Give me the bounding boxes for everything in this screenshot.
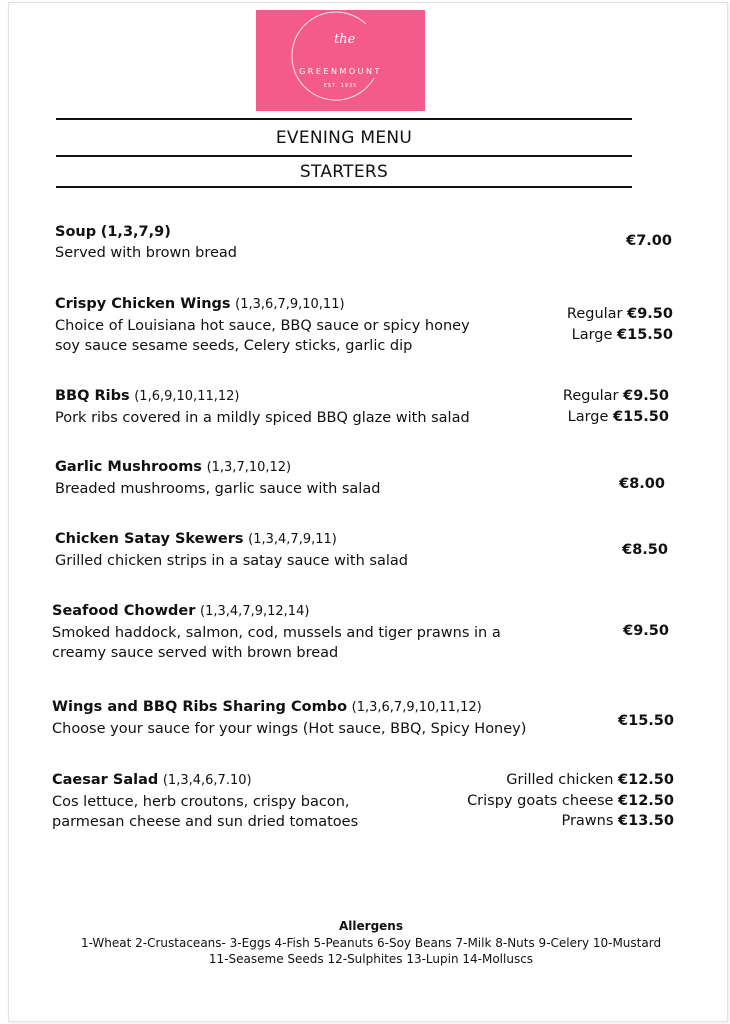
- item-name: Seafood Chowder: [52, 603, 196, 619]
- item-name: Chicken Satay Skewers: [55, 531, 244, 547]
- menu-item-seafood-chowder: [52, 601, 522, 664]
- item-price: €7.00: [626, 233, 672, 249]
- price-soup: [560, 231, 672, 252]
- item-desc: Grilled chicken strips in a satay sauce with salad: [55, 552, 408, 569]
- price-label: Crispy goats cheese: [467, 792, 614, 809]
- item-name: Wings and BBQ Ribs Sharing Combo: [52, 699, 348, 715]
- menu-title: EVENING MENU: [275, 128, 413, 148]
- item-desc: Breaded mushrooms, garlic sauce with salad: [55, 480, 381, 497]
- item-name: Caesar Salad: [52, 772, 159, 788]
- item-name: BBQ Ribs: [55, 388, 130, 404]
- logo-circle-icon: [256, 10, 425, 111]
- price-label: Grilled chicken: [506, 772, 614, 788]
- item-price: €9.50: [623, 623, 669, 639]
- price-sharing-combo: [590, 711, 674, 732]
- menu-item-chicken-wings: [55, 294, 525, 357]
- menu-item-sharing-combo: [52, 697, 572, 739]
- price-chicken-wings: [480, 304, 673, 345]
- item-desc: parmesan cheese and sun dried tomatoes: [52, 814, 359, 830]
- item-desc: creamy sauce served with brown bread: [52, 645, 339, 661]
- item-codes: (1,3,6,7,9,10,11,12): [351, 700, 482, 715]
- item-codes: (1,3,4,6,7.10): [162, 773, 252, 788]
- item-codes: (1,3,7,9): [100, 224, 171, 240]
- item-desc: soy sauce sesame seeds, Celery sticks, garlic dip: [55, 338, 413, 354]
- item-price: €15.50: [617, 326, 673, 343]
- price-label: Large: [567, 408, 609, 425]
- item-price: €9.50: [623, 388, 669, 404]
- price-garlic-mushrooms: [560, 474, 665, 495]
- item-price: €8.50: [622, 542, 668, 558]
- menu-item-garlic-mushrooms: [55, 457, 525, 499]
- item-price: €15.50: [613, 408, 669, 425]
- greenmount-logo: [256, 10, 425, 111]
- logo-the: the: [334, 32, 356, 47]
- item-codes: (1,3,7,10,12): [206, 460, 292, 475]
- rule-mid: [56, 155, 632, 157]
- allergens-title: Allergens: [339, 919, 403, 933]
- item-desc: Smoked haddock, salmon, cod, mussels and tiger prawns in a: [52, 624, 501, 641]
- item-price: €13.50: [618, 813, 674, 829]
- item-desc: Choice of Louisiana hot sauce, BBQ sauce or spicy honey: [55, 317, 470, 334]
- item-price: €9.50: [627, 306, 673, 322]
- item-desc: Served with brown bread: [55, 244, 238, 261]
- logo-brand: GREENMOUNT: [299, 67, 382, 76]
- item-desc: Cos lettuce, herb croutons, crispy bacon,: [52, 793, 350, 810]
- price-caesar-salad: [440, 770, 674, 832]
- price-bbq-ribs: [480, 386, 669, 427]
- item-codes: (1,3,6,7,9,10,11): [235, 297, 345, 312]
- menu-item-bbq-ribs: [55, 386, 525, 428]
- item-desc: Choose your sauce for your wings (Hot sauce, BBQ, Spicy Honey): [52, 720, 527, 737]
- price-satay-skewers: [560, 540, 668, 561]
- item-desc: Pork ribs covered in a mildly spiced BBQ glaze with salad: [55, 409, 470, 426]
- item-codes: (1,6,9,10,11,12): [134, 389, 240, 404]
- rule-top: [56, 118, 632, 120]
- item-price: €8.00: [619, 476, 665, 492]
- logo-est: EST. 1935: [323, 83, 358, 89]
- allergens-section: [56, 918, 686, 968]
- section-title: STARTERS: [299, 162, 389, 182]
- item-price: €12.50: [618, 772, 674, 788]
- item-price: €15.50: [618, 713, 674, 729]
- menu-item-satay-skewers: [55, 529, 525, 571]
- price-label: Regular: [562, 388, 619, 404]
- rule-bottom: [56, 186, 632, 188]
- price-label: Large: [571, 326, 613, 343]
- price-seafood-chowder: [560, 621, 669, 642]
- item-codes: (1,3,4,7,9,12,14): [200, 604, 310, 619]
- allergens-line-2: 11-Seaseme Seeds 12-Sulphites 13-Lupin 14-Molluscs: [208, 952, 534, 966]
- menu-item-soup: [55, 222, 525, 263]
- item-name: Garlic Mushrooms: [55, 459, 202, 475]
- price-label: Regular: [566, 306, 623, 322]
- price-label: Prawns: [561, 813, 614, 829]
- item-name: Soup: [55, 224, 97, 240]
- item-price: €12.50: [618, 792, 674, 809]
- item-name: Crispy Chicken Wings: [55, 296, 231, 312]
- item-codes: (1,3,4,7,9,11): [248, 532, 337, 547]
- menu-item-caesar-salad: [52, 770, 472, 833]
- allergens-line-1: 1-Wheat 2-Crustaceans- 3-Eggs 4-Fish 5-Peanuts 6-Soy Beans 7-Milk 8-Nuts 9-Celery 10-Mustard: [80, 935, 662, 950]
